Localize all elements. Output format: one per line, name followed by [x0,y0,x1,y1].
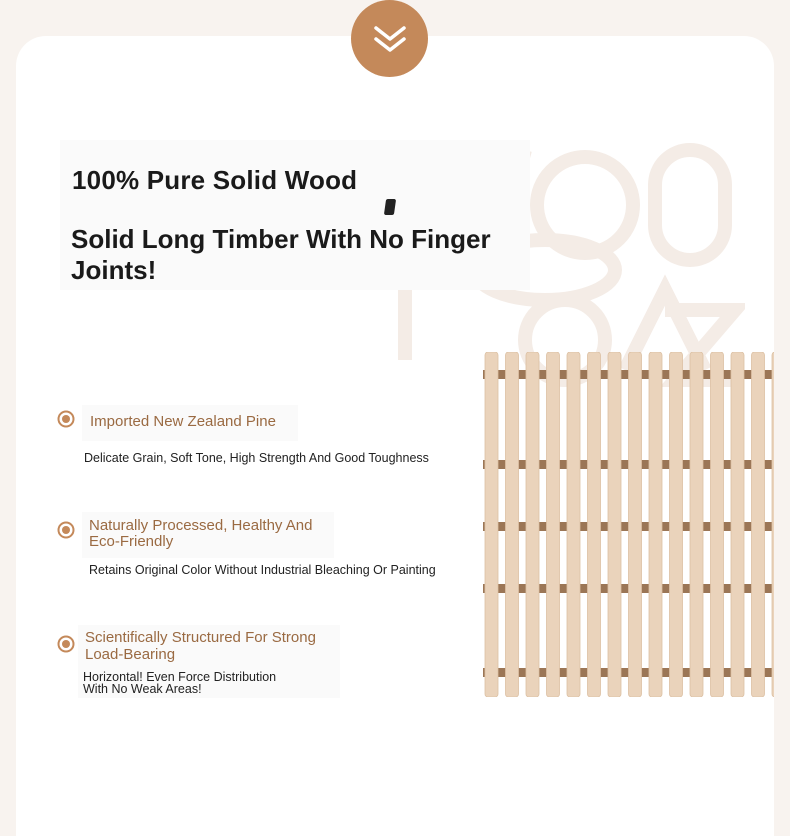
target-circle-icon [57,635,75,653]
scroll-down-button[interactable] [351,0,428,77]
wood-slat [711,352,724,697]
wood-slat [485,352,498,697]
feature-description-line: Horizontal! Even Force Distribution [83,670,277,684]
wood-slat [608,352,621,697]
headline-sub: Solid Long Timber With No Finger Joints! [71,224,491,285]
wood-slat [547,352,560,697]
wood-slat [506,352,519,697]
wood-slat [588,352,601,697]
feature-title-line: Eco-Friendly [89,533,174,550]
wood-slat [649,352,662,697]
double-chevron-down-icon [372,24,408,54]
wood-slat [772,352,774,697]
wood-slat [629,352,642,697]
feature-title: Imported New Zealand Pine [90,413,276,430]
wood-slat [731,352,744,697]
feature-title-line: Load-Bearing [85,646,176,663]
wood-slat [670,352,683,697]
wood-slat [526,352,539,697]
feature-title-line: Scientifically Structured For Strong [85,629,316,646]
feature-description: Delicate Grain, Soft Tone, High Strength And Good Toughness [84,451,429,465]
wood-slat-bed-image [483,352,774,697]
feature-description-line: With No Weak Areas! [83,682,202,696]
headline-main: 100% Pure Solid Wood [72,165,358,195]
target-circle-icon [57,410,75,428]
wood-slat [690,352,703,697]
feature-description: Retains Original Color Without Industrial Bleaching Or Painting [89,563,436,577]
target-circle-icon [57,521,75,539]
wood-slat [752,352,765,697]
feature-title-line: Naturally Processed, Healthy And [89,517,313,534]
wood-slat [567,352,580,697]
